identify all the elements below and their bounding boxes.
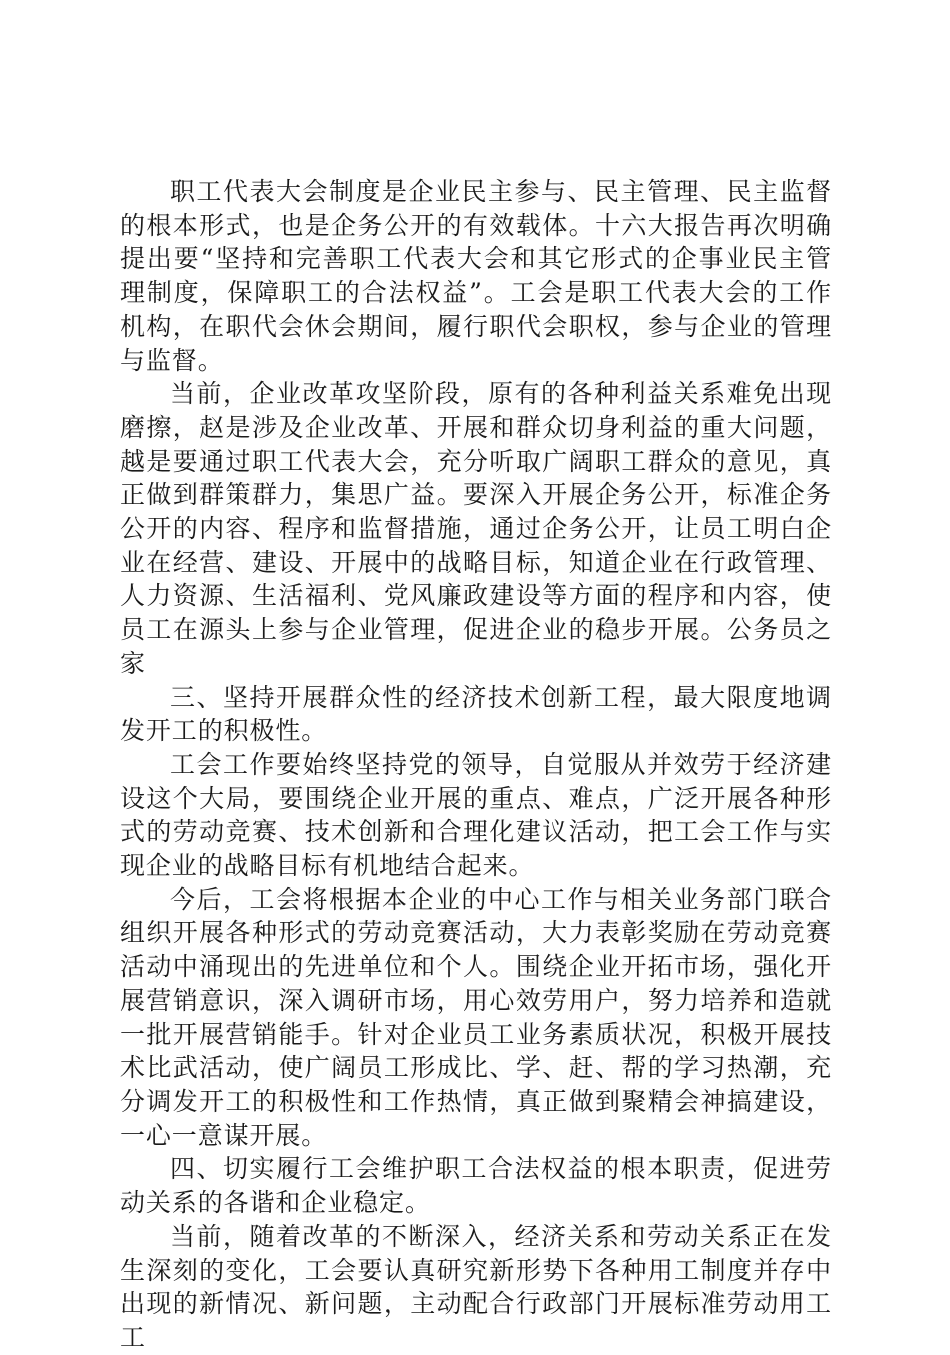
paragraph-workers-congress: 职工代表大会制度是企业民主参与、民主管理、民主监督的根本形式，也是企务公开的有效载体。十六大报告再次明确提出要“坚持和完善职工代表大会和其它形式的企事业民主管理制度，保障职工的合法权益”。工会是职工代表大会的工作机构，在职代会休会期间，履行职代会职权，参与企业的管理与监督。 (120, 177, 832, 375)
paragraph-labor-relations: 当前，随着改革的不断深入，经济关系和劳动关系正在发生深刻的变化，工会要认真研究新形势下各种用工制度并存中出现的新情况、新问题，主动配合行政部门开展标准劳动用工工 (120, 1221, 832, 1352)
section-heading-innovation: 三、坚持开展群众性的经济技术创新工程，最大限度地调发开工的积极性。 (120, 682, 832, 746)
paragraph-enterprise-reform: 当前，企业改革攻坚阶段，原有的各种利益关系难免出现磨擦，赵是涉及企业改革、开展和群众切身利益的重大问题，越是要通过职工代表大会，充分听取广阔职工群众的意见，真正做到群策群力，集思广益。要深入开展企务公开，标准企务公开的内容、程序和监督措施，通过企务公开，让员工明白企业在经营、建设、开展中的战略目标，知道企业在行政管理、人力资源、生活福利、党风廉政建设等方面的程序和内容，使员工在源头上参与企业管理，促进企业的稳步开展。公务员之家 (120, 379, 832, 678)
document-body (120, 175, 832, 1355)
section-heading-rights: 四、切实履行工会维护职工合法权益的根本职责，促进劳动关系的各谐和企业稳定。 (120, 1154, 832, 1218)
paragraph-union-work: 工会工作要始终坚持党的领导，自觉服从并效劳于经济建设这个大局，要围绕企业开展的重点、难点，广泛开展各种形式的劳动竞赛、技术创新和合理化建议活动，把工会工作与实现企业的战略目标有机地结合起来。 (120, 749, 832, 881)
paragraph-labor-competition: 今后，工会将根据本企业的中心工作与相关业务部门联合组织开展各种形式的劳动竞赛活动，大力表彰奖励在劳动竞赛活动中涌现出的先进单位和个人。围绕企业开拓市场，强化开展营销意识，深入调研市场，用心效劳用户，努力培养和造就一批开展营销能手。针对企业员工业务素质状况，积极开展技术比武活动，使广阔员工形成比、学、赶、帮的学习热潮，充分调发开工的积极性和工作热情，真正做到聚精会神搞建设，一心一意谋开展。 (120, 884, 832, 1150)
